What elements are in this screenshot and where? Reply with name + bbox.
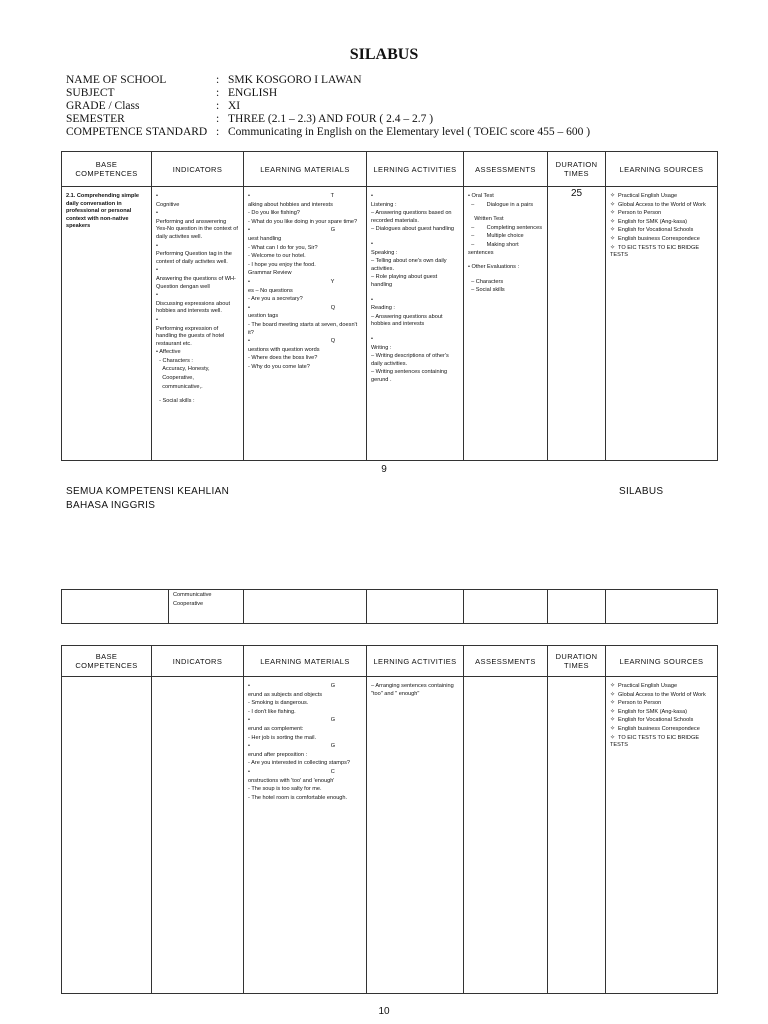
subheader-right: SILABUS [619, 486, 664, 497]
info-label: NAME OF SCHOOL [66, 74, 167, 86]
list-item: • [156, 193, 158, 199]
list-item: • [156, 210, 158, 217]
list-item: – Multiple choice [468, 233, 524, 240]
list-item: • Q [248, 304, 336, 311]
list-item: Discussing expressions about hobbies and interests well. [156, 300, 232, 315]
list-item: - Are you interested in collecting stamps? [248, 760, 350, 767]
info-row-semester: SEMESTER : THREE (2.1 – 2.3) AND FOUR ( 2.4 – 2.7 ) [66, 113, 434, 125]
cell-empty [464, 590, 548, 624]
cell-sources [606, 677, 718, 994]
header-learning-sources: LEARNING SOURCES [606, 646, 718, 677]
list-item: ✧ Practical English Usage [610, 193, 713, 201]
info-value: ENGLISH [228, 87, 278, 99]
page-number: 10 [378, 1006, 390, 1017]
cell-activities [367, 677, 464, 994]
list-item: ✧ TO EIC TESTS TO EIC BRIDGE TESTS [610, 245, 713, 260]
materials-list [248, 683, 362, 802]
list-item: - The soup is too salty for me. [248, 786, 322, 793]
list-item: ✧ English for SMK (Ang-kasa) [610, 219, 713, 227]
header-base-competences: BASE COMPETENCES [62, 152, 152, 187]
list-item: • [371, 193, 373, 199]
cell-empty [548, 590, 606, 624]
list-item: ✧ Global Access to the World of Work [610, 202, 713, 210]
cell-empty [62, 590, 169, 624]
list-item: • [371, 240, 373, 247]
document-title: SILABUS [349, 46, 419, 63]
list-item: - What do you like doing in your spare time? [248, 218, 358, 225]
header-learning-materials: LEARNING MATERIALS [244, 646, 367, 677]
cell-sources [606, 187, 718, 461]
list-item [468, 273, 543, 278]
list-item: - I don't like fishing. [248, 708, 296, 715]
list-item: - Do you like fishing? [248, 210, 300, 217]
list-item: - The hotel room is comfortable enough. [248, 794, 348, 801]
list-item: Speaking : [371, 249, 398, 256]
info-label: COMPETENCE STANDARD [66, 126, 208, 138]
list-item: alking about hobbies and interests [248, 201, 333, 208]
cell-materials [244, 187, 367, 461]
cell-empty [464, 677, 548, 994]
list-item: uestion tags [248, 313, 279, 320]
list-item: • G [248, 717, 336, 724]
list-item: – Telling about one's own daily activities. [371, 258, 449, 272]
list-item: – Social skills [468, 287, 505, 294]
header-indicators: INDICATORS [152, 152, 244, 187]
list-item: - What can I do for you, Sir? [248, 244, 318, 251]
info-value: XI [228, 100, 241, 112]
sources-list [610, 193, 713, 260]
indicator-list [173, 592, 239, 608]
list-item: uest handling [248, 235, 282, 242]
header-duration-times: DURATION TIMES [548, 152, 606, 187]
list-item: • Other Evaluations : [468, 264, 520, 271]
list-item: erund after preposition : [248, 751, 308, 758]
list-item: Accuracy, Honesty, [156, 366, 210, 373]
list-item: - The board meeting starts at seven, doesn't it? [248, 321, 359, 336]
list-item: Writing : [371, 344, 392, 351]
list-item: • G [248, 743, 336, 750]
list-item: – Characters [468, 278, 504, 285]
cell-indicators [152, 187, 244, 461]
cell-empty [244, 590, 367, 624]
info-value: Communicating in English on the Elementary level ( TOEIC score 455 – 600 ) [228, 126, 591, 138]
list-item: ✧ English business Correspondece [610, 236, 713, 244]
activities-list [371, 683, 459, 698]
syllabus-table-continued [61, 589, 718, 624]
page-number: 9 [381, 464, 387, 475]
list-item: ✧ English for SMK (Ang-kasa) [610, 709, 713, 717]
cell-empty [152, 677, 244, 994]
list-item: Cognitive [156, 201, 180, 208]
info-value: SMK KOSGORO I LAWAN [228, 74, 362, 86]
list-item: • [156, 316, 158, 323]
list-item: – Arranging sentences containing "too" and " enough" [371, 683, 456, 697]
list-item: - Smoking is dangerous. [248, 700, 309, 707]
list-item: ✧ Global Access to the World of Work [610, 692, 713, 700]
subheader-line: SEMUA KOMPETENSI KEAHLIAN [66, 486, 230, 497]
list-item: Performing and answerering Yes-No question in the context of daily activites well. [156, 218, 240, 240]
list-item: • Y [248, 278, 335, 285]
list-item: ✧ English for Vocational Schools [610, 227, 713, 235]
list-item: - Her job is sorting the mail. [248, 734, 317, 741]
header-learning-sources: LEARNING SOURCES [606, 152, 718, 187]
subheader-line: BAHASA INGGRIS [66, 500, 156, 511]
list-item [371, 235, 459, 240]
info-block [66, 74, 726, 139]
cell-empty [548, 677, 606, 994]
list-item: - I hope you enjoy the food. [248, 261, 316, 268]
cell-materials [244, 677, 367, 994]
list-item: • T [248, 193, 335, 199]
header-indicators: INDICATORS [152, 646, 244, 677]
list-item: - Welcome to our hotel. [248, 253, 306, 260]
list-item: • [156, 267, 158, 274]
list-item: - Where does the boss live? [248, 355, 318, 362]
list-item: • G [248, 683, 336, 689]
list-item: Cooperative [173, 600, 204, 607]
header-duration-times: DURATION TIMES [548, 646, 606, 677]
list-item: – Writing sentences containing gerund . [371, 369, 449, 383]
info-row-grade: GRADE / Class : XI [66, 100, 241, 112]
header-learning-activities: LERNING ACTIVITIES [367, 152, 464, 187]
header-learning-materials: LEARNING MATERIALS [244, 152, 367, 187]
list-item: • C [248, 768, 335, 775]
list-item [371, 330, 459, 335]
list-item: – Writing descriptions of other's daily activities. [371, 353, 451, 367]
header-assessments: ASSESSMENTS [464, 646, 548, 677]
materials-list [248, 193, 362, 371]
list-item: • [371, 335, 373, 342]
cell-activities [367, 187, 464, 461]
info-row-standard: COMPETENCE STANDARD : Communicating in English on the Elementary level ( TOEIC score 455 – 600 ) [66, 126, 591, 138]
cell-empty [606, 590, 718, 624]
list-item: – Dialogues about guest handling [371, 226, 455, 233]
list-item [156, 392, 239, 397]
info-label: GRADE / Class [66, 100, 140, 112]
list-item: ✧ Practical English Usage [610, 683, 713, 691]
list-item: ✧ Person to Person [610, 700, 713, 708]
list-item: erund as complement: [248, 725, 304, 732]
list-item [468, 258, 543, 263]
list-item: • [156, 292, 158, 299]
list-item: – Completing sentences [468, 224, 543, 231]
list-item: • Oral Test [468, 193, 494, 199]
list-item: ✧ English business Correspondece [610, 726, 713, 734]
list-item: ✧ TO EIC TESTS TO EIC BRIDGE TESTS [610, 735, 713, 750]
list-item [371, 291, 459, 296]
cell-duration: 25 [548, 187, 606, 461]
assessments-list [468, 193, 543, 295]
syllabus-table-1 [61, 151, 718, 461]
list-item: erund as subjects and objects [248, 691, 323, 698]
list-item: • G [248, 227, 336, 234]
sources-list [610, 683, 713, 750]
subheader-left [66, 485, 229, 513]
list-item: • [371, 296, 373, 303]
cell-indicators-cont [169, 590, 244, 624]
list-item: - Characters : [156, 357, 193, 364]
cell-assessments [464, 187, 548, 461]
list-item: es – No questions [248, 287, 293, 294]
list-item: uestions with question words [248, 346, 320, 353]
list-item: • Affective [156, 349, 181, 356]
list-item: Reading : [371, 305, 395, 312]
list-item: ✧ English for Vocational Schools [610, 717, 713, 725]
list-item: • Q [248, 338, 336, 345]
list-item: – Making short sentences [468, 241, 521, 256]
header-base-competences: BASE COMPETENCES [62, 646, 152, 677]
info-label: SUBJECT [66, 87, 115, 99]
list-item: Written Test [468, 216, 504, 223]
list-item: onstructions with 'too' and 'enough' [248, 777, 335, 784]
list-item: communicative,. [156, 383, 203, 390]
list-item: – Role playing about guest handling [371, 274, 439, 288]
header-assessments: ASSESSMENTS [464, 152, 548, 187]
cell-empty [62, 677, 152, 994]
list-item: – Answering questions based on recorded materials. [371, 210, 454, 224]
info-row-subject: SUBJECT : ENGLISH [66, 87, 278, 99]
list-item: - Are you a secretary? [248, 296, 303, 303]
info-value: THREE (2.1 – 2.3) AND FOUR ( 2.4 – 2.7 ) [228, 113, 434, 125]
list-item: - Social skills : [156, 398, 195, 405]
list-item: Communicative [173, 592, 212, 598]
list-item: Cooperative, [156, 375, 194, 382]
cell-base-competence: 2.1. Comprehending simple daily conversation in professional or personal context with non-native speakers [62, 187, 152, 461]
list-item: Performing expression of handling the guests of hotel restaurant etc. [156, 325, 226, 347]
info-row-school: NAME OF SCHOOL : SMK KOSGORO I LAWAN [66, 74, 362, 86]
header-learning-activities: LERNING ACTIVITIES [367, 646, 464, 677]
list-item: Performing Question tag in the context of daily activites well. [156, 251, 234, 265]
indicator-list [156, 193, 239, 406]
activities-list [371, 193, 459, 384]
list-item [468, 210, 543, 215]
list-item: – Answering questions about hobbies and interests [371, 313, 445, 328]
list-item: - Why do you come late? [248, 363, 310, 370]
syllabus-table-2 [61, 645, 718, 994]
info-label: SEMESTER [66, 113, 125, 125]
list-item: – Dialogue in a pairs [468, 201, 533, 208]
list-item: Answering the questions of WH-Question dengan well [156, 275, 236, 290]
cell-empty [367, 590, 464, 624]
list-item: • [156, 242, 158, 249]
list-item: Grammar Review [248, 270, 292, 277]
list-item: Listening : [371, 201, 397, 208]
list-item: ✧ Person to Person [610, 210, 713, 218]
